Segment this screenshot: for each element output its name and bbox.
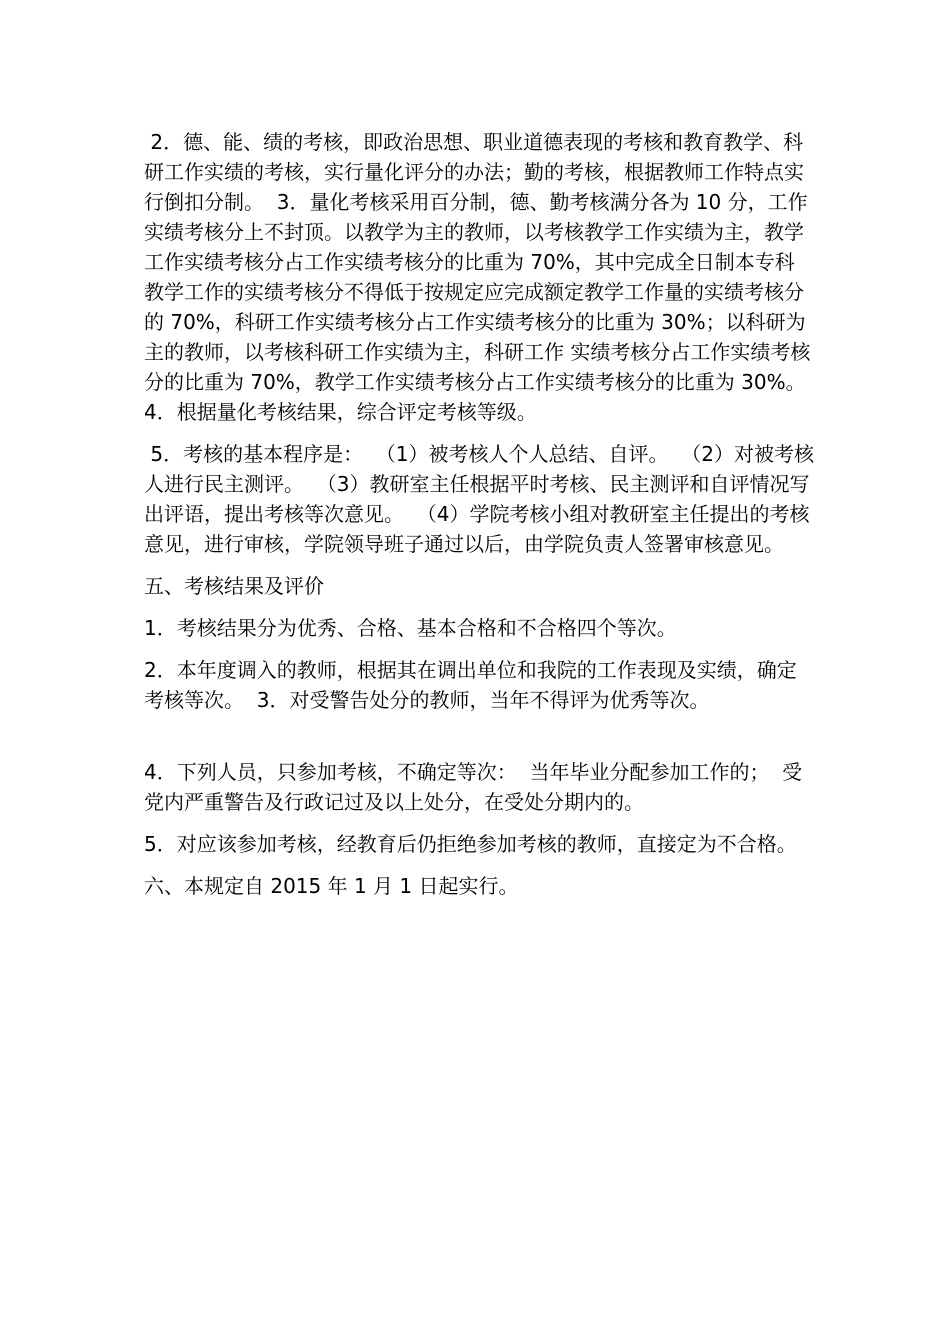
document-body bbox=[144, 127, 819, 913]
section-heading-effective-date: 六、本规定自 2015 年 1 月 1 日起实行。 bbox=[144, 874, 519, 898]
paragraph-refusal-rule: 5．对应该参加考核，经教育后仍拒绝参加考核的教师，直接定为不合格。 bbox=[144, 832, 797, 856]
paragraph-transferred-teachers: 2．本年度调入的教师，根据其在调出单位和我院的工作表现及实绩，确定考核等次。 3．对受警告处分的教师，当年不得评为优秀等次。 bbox=[144, 658, 797, 712]
section-heading-results: 五、考核结果及评价 bbox=[144, 574, 324, 598]
paragraph-assessment-method: 2．德、能、绩的考核，即政治思想、职业道德表现的考核和教育教学、科研工作实绩的考核，实行量化评分的办法；勤的考核，根据教师工作特点实行倒扣分制。 3．量化考核采用百分制，德、勤考核满分各为 10 分，工作实绩考核分上不封顶。以教学为主的教师，以考核教学工作实绩为主，教学工作实绩考核分占工作实绩考核分的比重为 70%，其中完成全日制本专科教学工作的实绩考核分不得低于按规定应完成额定教学工作量的实绩考核分的 70%，科研工作实绩考核分占工作实绩考核分的比重为 30%；以科研为主的教师，以考核科研工作实绩为主，科研工作 实绩考核分占工作实绩考核分的比重为 70%，教学工作实绩考核分占工作实绩考核分的比重为 30%。 4．根据量化考核结果，综合评定考核等级。 bbox=[144, 130, 819, 424]
paragraph-ungraded-personnel: 4．下列人员，只参加考核，不确定等次： 当年毕业分配参加工作的； 受党内严重警告及行政记过及以上处分，在受处分期内的。 bbox=[144, 760, 803, 814]
paragraph-assessment-procedure: 5．考核的基本程序是： （1）被考核人个人总结、自评。 （2）对被考核人进行民主测评。 （3）教研室主任根据平时考核、民主测评和自评情况写出评语，提出考核等次意见。 （4）学院考核小组对教研室主任提出的考核意见，进行审核，学院领导班子通过以后，由学院负责人签署审核意见。 bbox=[144, 442, 814, 556]
paragraph-result-grades: 1．考核结果分为优秀、合格、基本合格和不合格四个等次。 bbox=[144, 616, 677, 640]
